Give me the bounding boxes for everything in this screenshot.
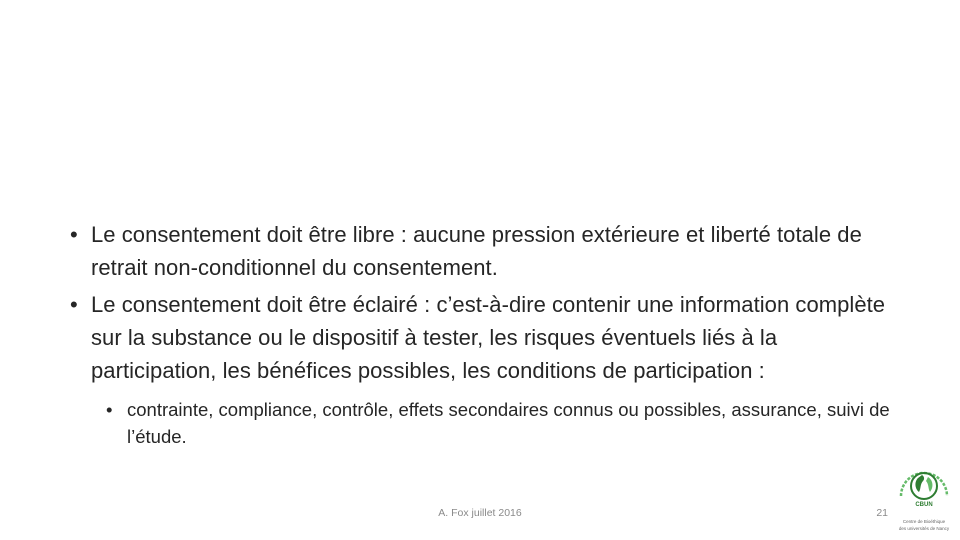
logo-name: CBUN xyxy=(915,502,933,508)
bullet-dot: • xyxy=(70,222,78,247)
bullet-dot: • xyxy=(106,399,113,420)
bullet-text: Le consentement doit être libre : aucune pression extérieure et liberté totale de retrait non-conditionnel du consentement. xyxy=(91,222,862,280)
slide-body xyxy=(70,218,890,450)
bullet-text: Le consentement doit être éclairé : c’est-à-dire contenir une information complète sur la substance ou le dispositif à tester, les risques éventuels liés à la participation, les bénéfices possibles, les conditions de participation : xyxy=(91,292,886,383)
logo-subtitle: des universités de Nancy xyxy=(898,526,950,531)
bullet-dot: • xyxy=(70,292,78,317)
cbun-logo xyxy=(893,462,955,538)
sub-bullet-text: contrainte, compliance, contrôle, effets secondaires connus ou possibles, assurance, suivi de l’étude. xyxy=(127,399,890,447)
sub-bullet-item xyxy=(106,396,890,450)
page-number: 21 xyxy=(876,507,888,519)
logo-subtitle: Centre de Bioéthique xyxy=(902,519,946,524)
footer-author: A. Fox juillet 2016 xyxy=(438,507,522,519)
logo-emblem-icon xyxy=(893,462,955,502)
bullet-item xyxy=(70,218,890,284)
bullet-item xyxy=(70,288,890,387)
